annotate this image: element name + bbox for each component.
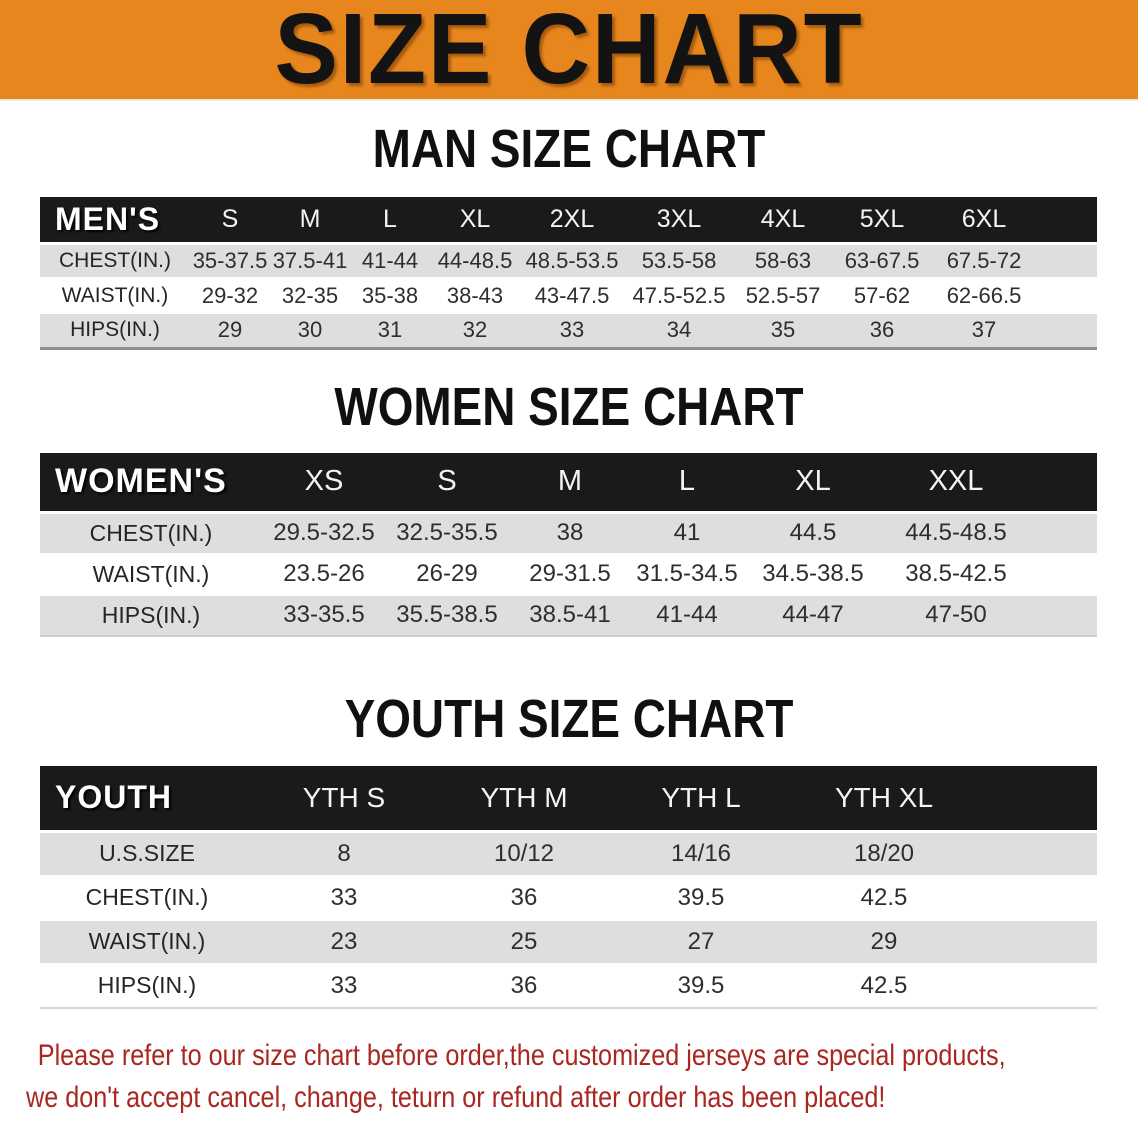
size-value: 38.5-41: [529, 601, 611, 628]
column-header: XL: [459, 204, 491, 233]
size-value: 35-38: [361, 282, 419, 308]
disclaimer-line-1: Please refer to our size chart before order,the customized jerseys are special products,: [37, 1038, 1006, 1072]
column-header: XS: [304, 465, 344, 498]
size-value: 41-44: [656, 601, 718, 628]
size-value: 33: [330, 971, 358, 999]
row-label: U.S.SIZE: [99, 840, 195, 867]
column-header: M: [299, 204, 321, 233]
size-value: 58-63: [754, 247, 812, 273]
man-section-heading: [0, 119, 1138, 179]
size-value: 37: [971, 317, 997, 343]
size-value: 41: [673, 519, 701, 547]
size-value: 39.5: [677, 971, 725, 999]
size-value: 32.5-35.5: [396, 519, 498, 547]
filler-cell: [1036, 313, 1097, 348]
row-label: HIPS(IN.): [97, 972, 197, 998]
size-value: 32-35: [281, 282, 339, 308]
size-value: 44.5-48.5: [905, 519, 1007, 547]
size-value: 47-50: [925, 601, 987, 628]
size-value: 36: [510, 883, 538, 911]
table-header-row: [40, 453, 1097, 513]
banner-title: SIZE CHART: [274, 0, 864, 105]
size-value: 10/12: [493, 839, 555, 867]
column-header: 3XL: [656, 204, 702, 233]
row-label: CHEST(IN.): [89, 519, 213, 546]
women-size-section: [0, 376, 1138, 637]
size-value: 44-48.5: [437, 247, 513, 273]
table-row: [40, 313, 1097, 348]
size-value: 67.5-72: [946, 247, 1022, 273]
table-row: [40, 554, 1097, 595]
table-header-row: [40, 766, 1097, 832]
size-value: 37.5-41: [272, 247, 348, 273]
table-row: [40, 964, 1097, 1008]
size-value: 34: [666, 317, 692, 343]
size-value: 62-66.5: [946, 282, 1022, 308]
table-header-label: YOUTH: [55, 779, 172, 816]
youth-size-section: [0, 688, 1138, 1009]
size-value: 44-47: [782, 601, 844, 628]
row-label: CHEST(IN.): [85, 884, 209, 910]
column-header: S: [437, 465, 457, 498]
size-value: 29: [870, 927, 898, 955]
size-value: 42.5: [860, 883, 908, 911]
men-size-table: [40, 197, 1097, 350]
size-value: 42.5: [860, 971, 908, 999]
column-header: XXL: [928, 465, 984, 498]
size-value: 23: [330, 927, 358, 955]
column-header: 6XL: [961, 204, 1007, 233]
size-value: 25: [510, 927, 538, 955]
size-value: 30: [297, 317, 323, 343]
row-label: WAIST(IN.): [61, 283, 169, 307]
size-value: 47.5-52.5: [632, 282, 726, 308]
size-value: 18/20: [853, 839, 915, 867]
filler-cell: [1028, 453, 1097, 513]
size-value: 14/16: [670, 839, 732, 867]
size-value: 44.5: [789, 519, 837, 547]
filler-cell: [980, 832, 1097, 876]
column-header: YTH S: [302, 781, 386, 813]
column-header: YTH XL: [834, 781, 934, 813]
size-value: 29-31.5: [529, 560, 611, 587]
column-header: YTH M: [480, 781, 568, 813]
table-header-row: [40, 197, 1097, 243]
size-value: 38: [556, 519, 584, 547]
table-row: [40, 920, 1097, 964]
size-value: 35.5-38.5: [396, 601, 498, 628]
filler-cell: [980, 920, 1097, 964]
size-value: 33-35.5: [283, 601, 365, 628]
column-header: 2XL: [549, 204, 595, 233]
size-value: 29-32: [201, 282, 259, 308]
row-label: WAIST(IN.): [92, 560, 210, 587]
table-row: [40, 595, 1097, 636]
table-row: [40, 243, 1097, 278]
disclaimer-line-2: we don't accept cancel, change, teturn or refund after order has been placed!: [26, 1080, 886, 1114]
disclaimer: [26, 1035, 1138, 1119]
size-value: 38-43: [446, 282, 504, 308]
size-value: 29.5-32.5: [273, 519, 375, 547]
size-value: 41-44: [361, 247, 419, 273]
size-value: 53.5-58: [641, 247, 717, 273]
size-value: 33: [559, 317, 585, 343]
filler-cell: [980, 876, 1097, 920]
size-value: 32: [462, 317, 488, 343]
column-header: S: [221, 204, 239, 233]
man-section-title: MAN SIZE CHART: [372, 119, 766, 179]
size-value: 57-62: [853, 282, 911, 308]
row-label: WAIST(IN.): [88, 928, 206, 954]
row-label: CHEST(IN.): [59, 248, 171, 272]
size-value: 31: [377, 317, 403, 343]
size-value: 8: [337, 839, 351, 867]
size-value: 63-67.5: [844, 247, 920, 273]
size-value: 29: [217, 317, 243, 343]
youth-section-heading: [0, 688, 1138, 749]
size-value: 34.5-38.5: [762, 560, 864, 587]
table-row: [40, 876, 1097, 920]
column-header: M: [557, 465, 583, 498]
women-size-table: [40, 453, 1097, 637]
filler-cell: [1036, 278, 1097, 313]
size-value: 36: [869, 317, 895, 343]
size-value: 36: [510, 971, 538, 999]
table-row: [40, 278, 1097, 313]
column-header: L: [678, 465, 696, 498]
size-value: 33: [330, 883, 358, 911]
row-label: HIPS(IN.): [101, 601, 201, 628]
column-header: 5XL: [859, 204, 905, 233]
size-chart-banner: [0, 0, 1138, 105]
man-size-section: [0, 119, 1138, 350]
filler-cell: [980, 964, 1097, 1008]
size-value: 35: [770, 317, 796, 343]
youth-size-table: [40, 766, 1097, 1009]
filler-cell: [1028, 595, 1097, 636]
column-header: L: [383, 204, 397, 233]
size-value: 26-29: [416, 560, 478, 587]
column-header: XL: [795, 465, 831, 498]
youth-section-title: YOUTH SIZE CHART: [344, 688, 794, 749]
women-section-title: WOMEN SIZE CHART: [334, 376, 804, 437]
women-section-heading: [0, 376, 1138, 437]
size-value: 35-37.5: [192, 247, 268, 273]
row-label: HIPS(IN.): [70, 318, 160, 342]
filler-cell: [1036, 243, 1097, 278]
size-value: 23.5-26: [283, 560, 365, 587]
size-value: 39.5: [677, 883, 725, 911]
size-value: 31.5-34.5: [636, 560, 738, 587]
filler-cell: [1028, 513, 1097, 554]
filler-cell: [1036, 197, 1097, 243]
size-value: 38.5-42.5: [905, 560, 1007, 587]
column-header: 4XL: [760, 204, 806, 233]
table-row: [40, 513, 1097, 554]
size-value: 48.5-53.5: [525, 247, 619, 273]
size-value: 43-47.5: [534, 282, 610, 308]
filler-cell: [1028, 554, 1097, 595]
column-header: YTH L: [661, 781, 741, 813]
size-value: 52.5-57: [745, 282, 821, 308]
filler-cell: [980, 766, 1097, 832]
table-header-label: MEN'S: [55, 200, 161, 237]
table-header-label: WOMEN'S: [55, 462, 227, 501]
table-row: [40, 832, 1097, 876]
size-value: 27: [687, 927, 715, 955]
